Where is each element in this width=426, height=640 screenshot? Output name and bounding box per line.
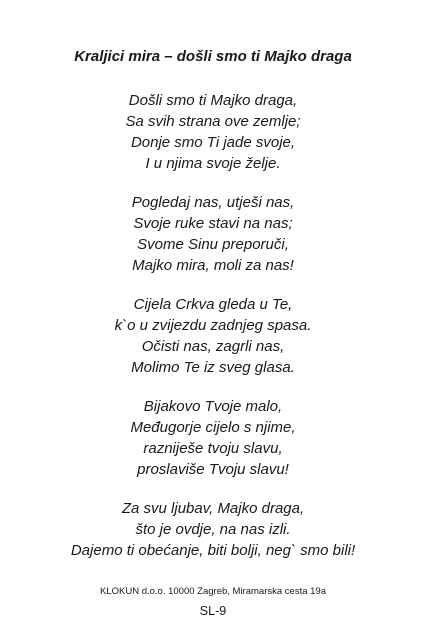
stanza-line: k`o u zvijezdu zadnjeg spasa. (114, 317, 312, 334)
stanza-line: što je ovdje, na nas izli. (135, 521, 291, 538)
stanza-line: Svoje ruke stavi na nas; (133, 215, 293, 232)
stanza-line: Bijakovo Tvoje malo, (143, 398, 283, 415)
stanza-line: Sa svih strana ove zemlje; (125, 113, 301, 130)
stanza-line: proslaviše Tvoju slavu! (137, 461, 289, 478)
stanza-line: Donje smo Ti jade svoje, (130, 134, 296, 151)
stanza-line: Majko mira, moli za nas! (132, 257, 294, 274)
stanza-line: razniješe tvoju slavu, (143, 440, 283, 457)
stanza-5 (0, 498, 426, 561)
stanza-4 (0, 396, 426, 480)
stanza-3 (0, 294, 426, 378)
stanza-line: Za svu ljubav, Majko draga, (121, 500, 305, 517)
stanza-line: I u njima svoje želje. (145, 155, 281, 172)
catalog-code: SL-9 (199, 604, 227, 618)
publisher-info: KLOKUN d.o.o. 10000 Zagreb, Miramarska cesta 19a (99, 586, 326, 597)
stanza-line: Cijela Crkva gleda u Te, (133, 296, 293, 313)
stanza-line: Molimo Te iz sveg glasa. (131, 359, 295, 376)
song-title: Kraljici mira – došli smo ti Majko draga (74, 48, 352, 65)
stanza-1 (0, 90, 426, 174)
stanza-line: Međugorje cijelo s njime, (130, 419, 296, 436)
stanza-line: Pogledaj nas, utješi nas, (131, 194, 295, 211)
stanza-line: Svome Sinu preporuči, (137, 236, 289, 253)
stanza-line: Došli smo ti Majko draga, (128, 92, 298, 109)
stanza-line: Očisti nas, zagrli nas, (141, 338, 285, 355)
stanza-2 (0, 192, 426, 276)
stanza-line: Dajemo ti obećanje, biti bolji, neg` smo bili! (70, 542, 356, 559)
